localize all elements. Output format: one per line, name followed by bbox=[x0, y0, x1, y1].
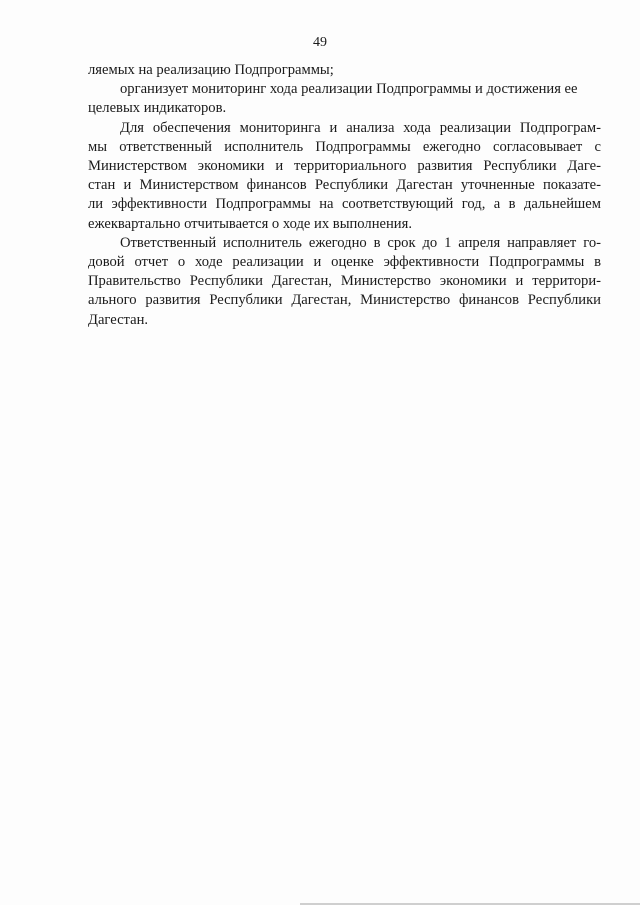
text-line: мы ответственный исполнитель Подпрограммы ежегодно согласовывает с bbox=[88, 138, 601, 155]
text-line: Ответственный исполнитель ежегодно в срок до 1 апреля направляет го- bbox=[120, 234, 601, 251]
text-line: ляемых на реализацию Подпрограммы; bbox=[88, 62, 334, 78]
body-text bbox=[88, 61, 601, 330]
text-line: ли эффективности Подпрограммы на соответствующий год, а в дальнейшем bbox=[88, 196, 601, 213]
text-line: ежеквартально отчитывается о ходе их выполнения. bbox=[88, 215, 412, 232]
text-line: Для обеспечения мониторинга и анализа хода реализации Подпрограм- bbox=[120, 119, 601, 136]
page-number: 49 bbox=[313, 35, 327, 50]
text-line: целевых индикаторов. bbox=[88, 100, 227, 117]
text-line: Министерством экономики и территориального развития Республики Даге- bbox=[88, 158, 601, 175]
text-line: Правительство Республики Дагестан, Министерство экономики и территори- bbox=[88, 273, 601, 290]
text-line: Дагестан. bbox=[88, 311, 149, 328]
text-line: довой отчет о ходе реализации и оценке эффективности Подпрограммы в bbox=[88, 254, 601, 271]
text-line: организует мониторинг хода реализации Подпрограммы и достижения ее bbox=[120, 81, 578, 98]
text-line: ального развития Республики Дагестан, Министерство финансов Республики bbox=[88, 292, 601, 309]
text-line: стан и Министерством финансов Республики Дагестан уточненные показате- bbox=[88, 177, 601, 194]
